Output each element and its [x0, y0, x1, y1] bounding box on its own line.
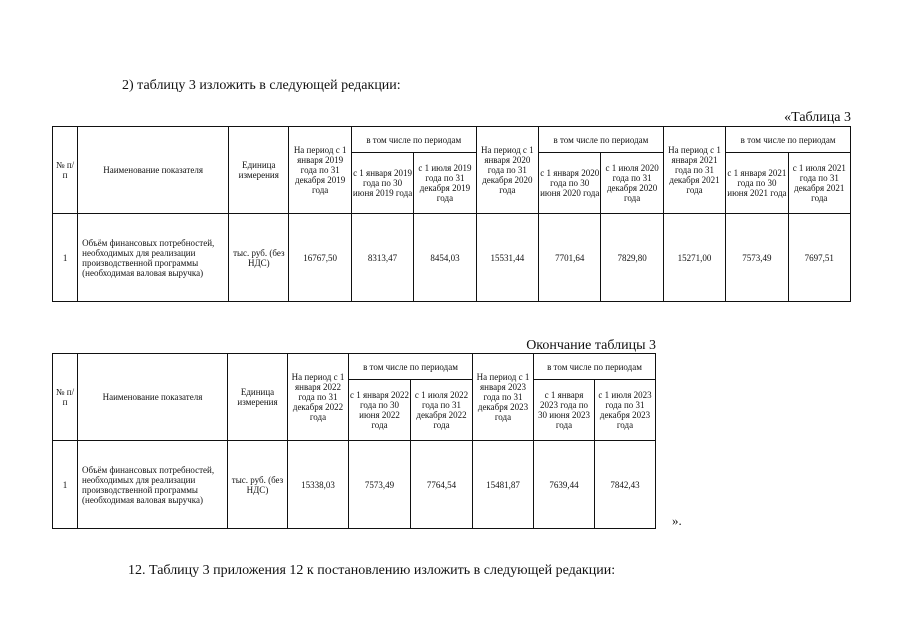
value-cell: 8454,03 [414, 214, 476, 302]
row-unit: тыс. руб. (без НДС) [229, 214, 289, 302]
paragraph-item-12: 12. Таблицу 3 приложения 12 к постановлению изложить в следующей редакции: [128, 563, 616, 578]
value-cell: 7573,49 [726, 214, 788, 302]
paragraph-table3-intro: 2) таблицу 3 изложить в следующей редакции: [122, 78, 401, 93]
value-cell: 8313,47 [351, 214, 413, 302]
closing-quote: ». [672, 513, 682, 528]
value-cell: 7842,43 [595, 441, 656, 529]
value-cell: 7764,54 [411, 441, 473, 529]
header-half-2022-2: с 1 июля 2022 года по 31 декабря 2022 года [411, 380, 473, 441]
header-unit: Единица измерения [228, 354, 288, 441]
header-half-2020-1: с 1 января 2020 года по 30 июня 2020 года [539, 153, 601, 214]
header-incl-2022: в том числе по периодам [349, 354, 473, 380]
value-cell: 15271,00 [663, 214, 725, 302]
header-period-2022: На период с 1 января 2022 года по 31 декабря 2022 года [288, 354, 349, 441]
header-period-2019: На период с 1 января 2019 года по 31 декабря 2019 года [289, 127, 351, 214]
header-period-2020: На период с 1 января 2020 года по 31 декабря 2020 года [476, 127, 538, 214]
header-incl-2020: в том числе по периодам [539, 127, 664, 153]
header-half-2019-1: с 1 января 2019 года по 30 июня 2019 года [351, 153, 413, 214]
header-half-2023-1: с 1 января 2023 года по 30 июня 2023 года [534, 380, 595, 441]
header-half-2019-2: с 1 июля 2019 года по 31 декабря 2019 года [414, 153, 476, 214]
table1-caption: «Таблица 3 [784, 110, 851, 125]
header-name: Наименование показателя [78, 127, 229, 214]
header-name: Наименование показателя [78, 354, 228, 441]
header-half-2021-2: с 1 июля 2021 года по 31 декабря 2021 года [788, 153, 850, 214]
header-period-2021: На период с 1 января 2021 года по 31 декабря 2021 года [663, 127, 725, 214]
header-half-2023-2: с 1 июля 2023 года по 31 декабря 2023 года [595, 380, 656, 441]
value-cell: 7639,44 [534, 441, 595, 529]
table-1 [52, 126, 851, 302]
table2-caption: Окончание таблицы 3 [526, 338, 656, 353]
value-cell: 15338,03 [288, 441, 349, 529]
table-row [53, 441, 656, 529]
row-num: 1 [53, 214, 78, 302]
row-indicator: Объём финансовых потребностей, необходимых для реализации производственной программы (необходимая валовая выручка) [78, 441, 228, 529]
value-cell: 16767,50 [289, 214, 351, 302]
value-cell: 7829,80 [601, 214, 663, 302]
header-incl-2023: в том числе по периодам [534, 354, 656, 380]
value-cell: 15531,44 [476, 214, 538, 302]
header-incl-2019: в том числе по периодам [351, 127, 476, 153]
row-indicator: Объём финансовых потребностей, необходимых для реализации производственной программы (необходимая валовая выручка) [78, 214, 229, 302]
value-cell: 7573,49 [349, 441, 411, 529]
value-cell: 15481,87 [473, 441, 534, 529]
row-num: 1 [53, 441, 78, 529]
table-2 [52, 353, 656, 529]
value-cell: 7701,64 [539, 214, 601, 302]
header-half-2020-2: с 1 июля 2020 года по 31 декабря 2020 года [601, 153, 663, 214]
header-half-2021-1: с 1 января 2021 года по 30 июня 2021 года [726, 153, 788, 214]
header-period-2023: На период с 1 января 2023 года по 31 декабря 2023 года [473, 354, 534, 441]
row-unit: тыс. руб. (без НДС) [228, 441, 288, 529]
header-half-2022-1: с 1 января 2022 года по 30 июня 2022 года [349, 380, 411, 441]
header-num: № п/п [53, 354, 78, 441]
value-cell: 7697,51 [788, 214, 850, 302]
table-row [53, 214, 851, 302]
header-incl-2021: в том числе по периодам [726, 127, 851, 153]
header-unit: Единица измерения [229, 127, 289, 214]
header-num: № п/п [53, 127, 78, 214]
